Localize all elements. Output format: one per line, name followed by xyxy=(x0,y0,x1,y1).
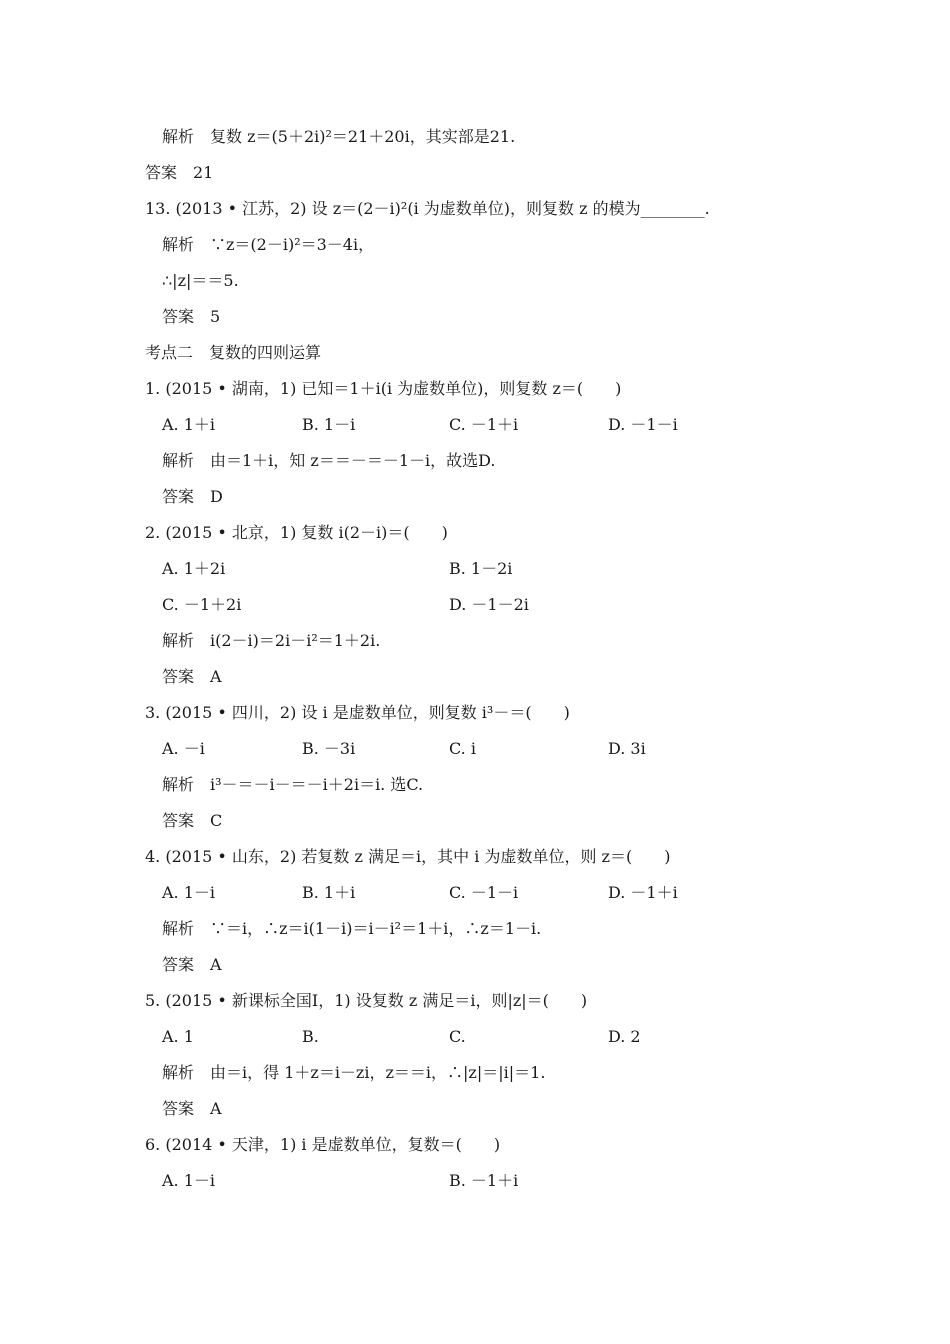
analysis-text: 解析 i(2－i)＝2i－i²＝1＋2i. xyxy=(162,631,381,650)
option-b: B. －1＋i xyxy=(449,1171,519,1190)
question-6: 6. (2014 • 天津，1) i 是虚数单位，复数＝( ) xyxy=(145,1135,501,1154)
section-heading: 考点二 复数的四则运算 xyxy=(145,343,322,362)
question-13: 13. (2013 • 江苏，2) 设 z＝(2－i)²(i 为虚数单位)，则复数 z 的模为________. xyxy=(145,199,710,218)
option-a: A. 1＋2i xyxy=(162,559,226,578)
option-c: C. xyxy=(449,1027,466,1046)
analysis-text: ∴|z|＝＝5. xyxy=(162,271,239,290)
option-d: D. 2 xyxy=(608,1027,641,1046)
analysis-text: 解析 ∵z＝(2－i)²＝3－4i， xyxy=(162,235,375,254)
option-c: C. －1－i xyxy=(449,883,519,902)
answer-text: 答案 A xyxy=(162,955,222,974)
answer-text: 答案 5 xyxy=(162,307,221,326)
question-3: 3. (2015 • 四川，2) 设 i 是虚数单位，则复数 i³－＝( ) xyxy=(145,703,570,722)
option-d: D. －1－i xyxy=(608,415,678,434)
question-1: 1. (2015 • 湖南，1) 已知＝1＋i(i 为虚数单位)，则复数 z＝( ) xyxy=(145,379,622,398)
option-c: C. －1＋2i xyxy=(162,595,242,614)
option-a: A. 1－i xyxy=(162,1171,216,1190)
option-b: B. 1－2i xyxy=(449,559,513,578)
analysis-text: 解析 i³－＝－i－＝－i＋2i＝i. 选C. xyxy=(162,775,424,794)
answer-text: 答案 21 xyxy=(145,163,214,182)
option-c: C. i xyxy=(449,739,476,758)
option-a: A. 1 xyxy=(162,1027,194,1046)
answer-text: 答案 A xyxy=(162,667,222,686)
question-2: 2. (2015 • 北京，1) 复数 i(2－i)＝( ) xyxy=(145,523,448,542)
question-5: 5. (2015 • 新课标全国Ⅰ，1) 设复数 z 满足＝i，则|z|＝( ) xyxy=(145,991,588,1010)
analysis-text: 解析 由＝1＋i，知 z＝＝－＝－1－i，故选D. xyxy=(162,451,496,470)
option-d: D. －1＋i xyxy=(608,883,678,902)
answer-text: 答案 D xyxy=(162,487,223,506)
question-4: 4. (2015 • 山东，2) 若复数 z 满足＝i，其中 i 为虚数单位，则 z＝( ) xyxy=(145,847,671,866)
option-b: B. －3i xyxy=(302,739,356,758)
analysis-text: 解析 复数 z＝(5＋2i)²＝21＋20i，其实部是21. xyxy=(162,127,516,146)
option-b: B. 1＋i xyxy=(302,883,356,902)
option-b: B. 1－i xyxy=(302,415,356,434)
option-b: B. xyxy=(302,1027,319,1046)
option-a: A. 1＋i xyxy=(162,415,216,434)
answer-text: 答案 A xyxy=(162,1099,222,1118)
option-a: A. －i xyxy=(162,739,205,758)
option-d: D. 3i xyxy=(608,739,646,758)
analysis-text: 解析 ∵＝i，∴z＝i(1－i)＝i－i²＝1＋i，∴z＝1－i. xyxy=(162,919,542,938)
answer-text: 答案 C xyxy=(162,811,223,830)
option-d: D. －1－2i xyxy=(449,595,529,614)
option-a: A. 1－i xyxy=(162,883,216,902)
option-c: C. －1＋i xyxy=(449,415,519,434)
analysis-text: 解析 由＝i，得 1＋z＝i－zi，z＝＝i，∴|z|＝|i|＝1. xyxy=(162,1063,546,1082)
